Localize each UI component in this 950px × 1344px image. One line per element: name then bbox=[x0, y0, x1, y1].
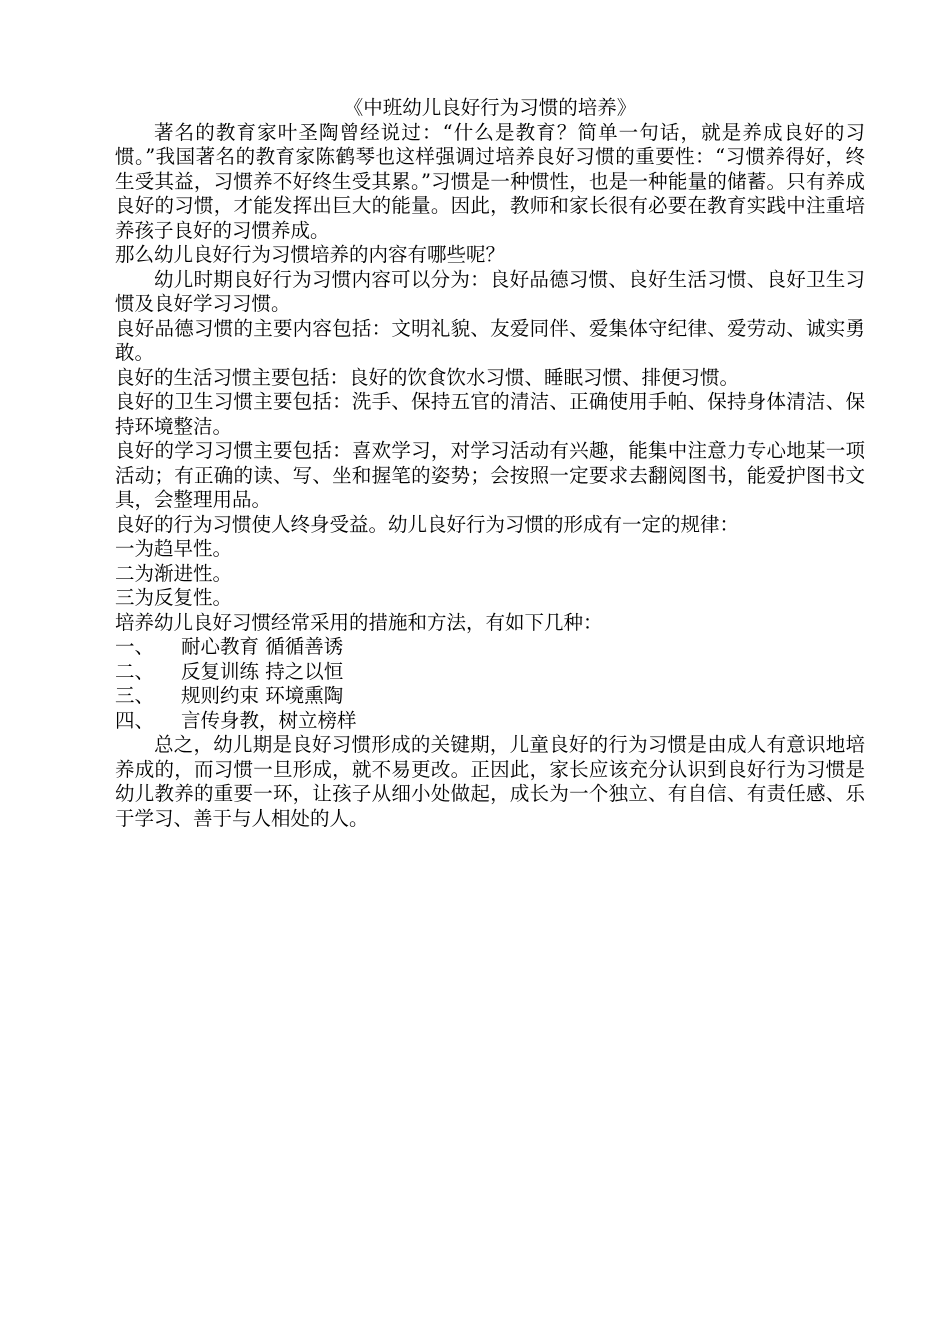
method-item bbox=[115, 635, 865, 660]
document-title: 《中班幼儿良好行为习惯的培养》 bbox=[343, 96, 637, 119]
conclusion-paragraph: 总之，幼儿期是良好习惯形成的关键期，儿童良好的行为习惯是由成人有意识地培养成的，而习惯一旦形成，就不易更改。正因此，家长应该充分认识到良好行为习惯是幼儿教养的重要一环，让孩子从细小处做起，成长为一个独立、有自信、有责任感、乐于学习、善于与人相处的人。 bbox=[115, 733, 865, 830]
moral-habits-paragraph: 良好品德习惯的主要内容包括：文明礼貌、友爱同伴、爱集体守纪律、爱劳动、诚实勇敢。 bbox=[115, 316, 865, 364]
method-number: 三、 bbox=[115, 684, 155, 707]
method-text: 言传身教，树立榜样 bbox=[181, 708, 357, 732]
method-text: 反复训练 持之以恒 bbox=[181, 659, 344, 683]
method-item bbox=[115, 684, 865, 709]
rule-item: 二为渐进性。 bbox=[115, 561, 233, 585]
rule-item: 三为反复性。 bbox=[115, 586, 233, 609]
rules-intro-paragraph: 良好的行为习惯使人终身受益。幼儿良好行为习惯的形成有一定的规律： bbox=[115, 512, 740, 536]
method-number: 二、 bbox=[115, 659, 155, 683]
living-habits-paragraph: 良好的生活习惯主要包括：良好的饮食饮水习惯、睡眠习惯、排便习惯。 bbox=[115, 365, 740, 389]
rule-item: 一为趋早性。 bbox=[115, 537, 233, 560]
question-paragraph: 那么幼儿良好行为习惯培养的内容有哪些呢？ bbox=[115, 243, 506, 266]
document-page bbox=[115, 96, 865, 831]
method-number: 四、 bbox=[115, 708, 155, 732]
method-item bbox=[115, 660, 865, 685]
categories-paragraph: 幼儿时期良好行为习惯内容可以分为：良好品德习惯、良好生活习惯、良好卫生习惯及良好学习习惯。 bbox=[115, 267, 865, 315]
method-text: 规则约束 环境熏陶 bbox=[181, 684, 344, 707]
method-number: 一、 bbox=[115, 635, 155, 658]
method-text: 耐心教育 循循善诱 bbox=[181, 635, 344, 658]
methods-intro-paragraph: 培养幼儿良好习惯经常采用的措施和方法，有如下几种： bbox=[115, 610, 603, 634]
intro-paragraph: 著名的教育家叶圣陶曾经说过：“什么是教育？简单一句话，就是养成良好的习惯。”我国著名的教育家陈鹤琴也这样强调过培养良好习惯的重要性：“习惯养得好，终生受其益，习惯养不好终生受其累。”习惯是一种惯性，也是一种能量的储蓄。只有养成良好的习惯，才能发挥出巨大的能量。因此，教师和家长很有必要在教育实践中注重培养孩子良好的习惯养成。 bbox=[115, 120, 865, 242]
hygiene-habits-paragraph: 良好的卫生习惯主要包括：洗手、保持五官的清洁、正确使用手帕、保持身体清洁、保持环境整洁。 bbox=[115, 390, 865, 438]
study-habits-paragraph: 良好的学习习惯主要包括：喜欢学习，对学习活动有兴趣，能集中注意力专心地某一项活动；有正确的读、写、坐和握笔的姿势；会按照一定要求去翻阅图书，能爱护图书文具，会整理用品。 bbox=[115, 439, 865, 511]
method-item bbox=[115, 709, 865, 734]
